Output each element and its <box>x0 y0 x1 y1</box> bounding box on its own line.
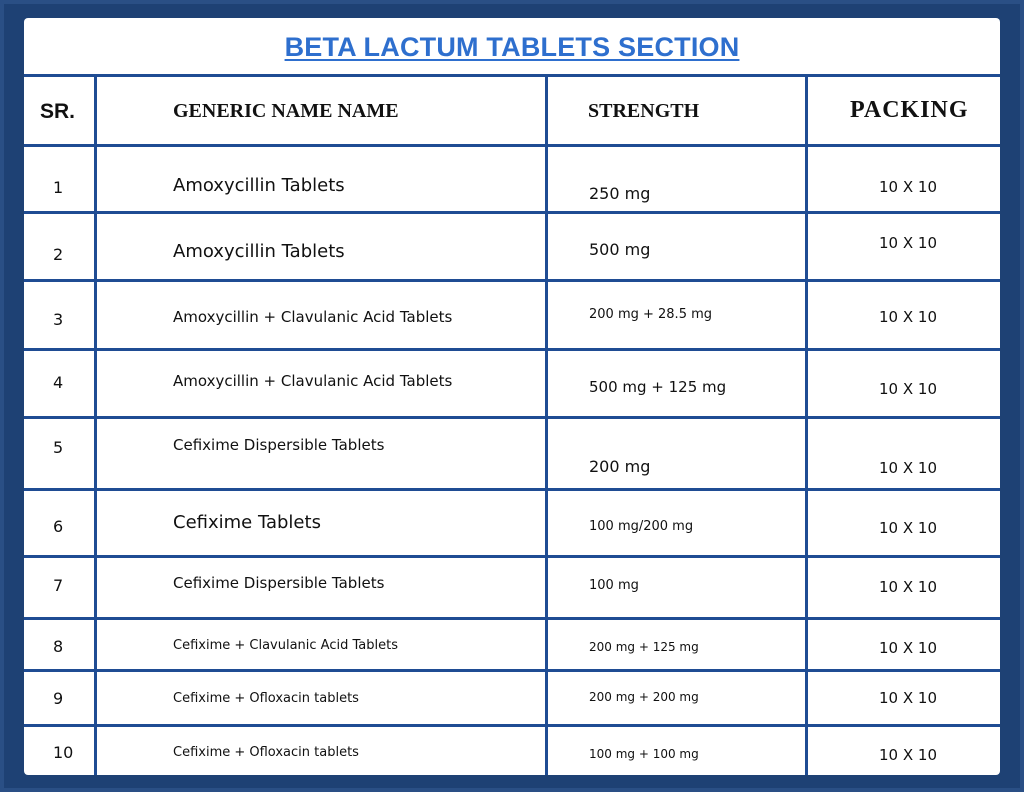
row-1-strength: 250 mg <box>589 184 651 203</box>
row-7-sr: 7 <box>53 576 64 595</box>
row-7-name: Cefixime Dispersible Tablets <box>173 574 385 592</box>
row-8-sr: 8 <box>53 637 64 656</box>
row-1-name: Amoxycillin Tablets <box>173 175 345 196</box>
header-generic-name: GENERIC NAME NAME <box>173 100 399 122</box>
row-6-strength: 100 mg/200 mg <box>589 519 694 534</box>
table-panel <box>24 18 1000 775</box>
row-8-strength: 200 mg + 125 mg <box>589 640 699 654</box>
row-6-sr: 6 <box>53 517 64 536</box>
row-5-packing: 10 X 10 <box>879 459 937 477</box>
row-rule <box>24 724 1000 727</box>
row-5-sr: 5 <box>53 438 64 457</box>
row-9-name: Cefixime + Ofloxacin tablets <box>173 691 359 706</box>
row-rule <box>24 555 1000 558</box>
row-10-packing: 10 X 10 <box>879 746 937 764</box>
row-9-sr: 9 <box>53 689 64 708</box>
row-5-strength: 200 mg <box>589 457 651 476</box>
header-strength: STRENGTH <box>588 100 700 122</box>
row-3-strength: 200 mg + 28.5 mg <box>589 307 713 322</box>
row-3-sr: 3 <box>53 310 64 329</box>
row-2-sr: 2 <box>53 245 64 264</box>
row-3-name: Amoxycillin + Clavulanic Acid Tablets <box>173 308 453 326</box>
row-2-strength: 500 mg <box>589 240 651 259</box>
row-rule <box>24 669 1000 672</box>
column-divider <box>545 76 548 775</box>
row-8-name: Cefixime + Clavulanic Acid Tablets <box>173 638 398 653</box>
page-title: BETA LACTUM TABLETS SECTION <box>284 32 740 62</box>
row-3-packing: 10 X 10 <box>879 308 937 326</box>
row-6-name: Cefixime Tablets <box>173 512 321 533</box>
row-4-strength: 500 mg + 125 mg <box>589 378 727 396</box>
row-10-name: Cefixime + Ofloxacin tablets <box>173 745 359 760</box>
row-rule <box>24 416 1000 419</box>
row-1-packing: 10 X 10 <box>879 178 937 196</box>
row-9-packing: 10 X 10 <box>879 689 937 707</box>
header-top-rule <box>24 74 1000 77</box>
row-10-strength: 100 mg + 100 mg <box>589 747 699 761</box>
row-5-name: Cefixime Dispersible Tablets <box>173 436 385 454</box>
header-packing: PACKING <box>850 97 969 123</box>
row-2-packing: 10 X 10 <box>879 234 937 252</box>
row-9-strength: 200 mg + 200 mg <box>589 690 699 704</box>
row-4-packing: 10 X 10 <box>879 380 937 398</box>
row-6-packing: 10 X 10 <box>879 519 937 537</box>
row-rule <box>24 348 1000 351</box>
column-divider <box>805 76 808 775</box>
row-7-packing: 10 X 10 <box>879 578 937 596</box>
row-rule <box>24 488 1000 491</box>
header-bottom-rule <box>24 144 1000 147</box>
column-divider <box>94 76 97 775</box>
row-2-name: Amoxycillin Tablets <box>173 241 345 262</box>
row-4-sr: 4 <box>53 373 64 392</box>
row-rule <box>24 617 1000 620</box>
header-sr: SR. <box>40 100 76 123</box>
row-4-name: Amoxycillin + Clavulanic Acid Tablets <box>173 372 453 390</box>
row-rule <box>24 279 1000 282</box>
row-10-sr: 10 <box>53 743 74 762</box>
row-7-strength: 100 mg <box>589 578 639 593</box>
row-1-sr: 1 <box>53 178 64 197</box>
row-8-packing: 10 X 10 <box>879 639 937 657</box>
row-rule <box>24 211 1000 214</box>
